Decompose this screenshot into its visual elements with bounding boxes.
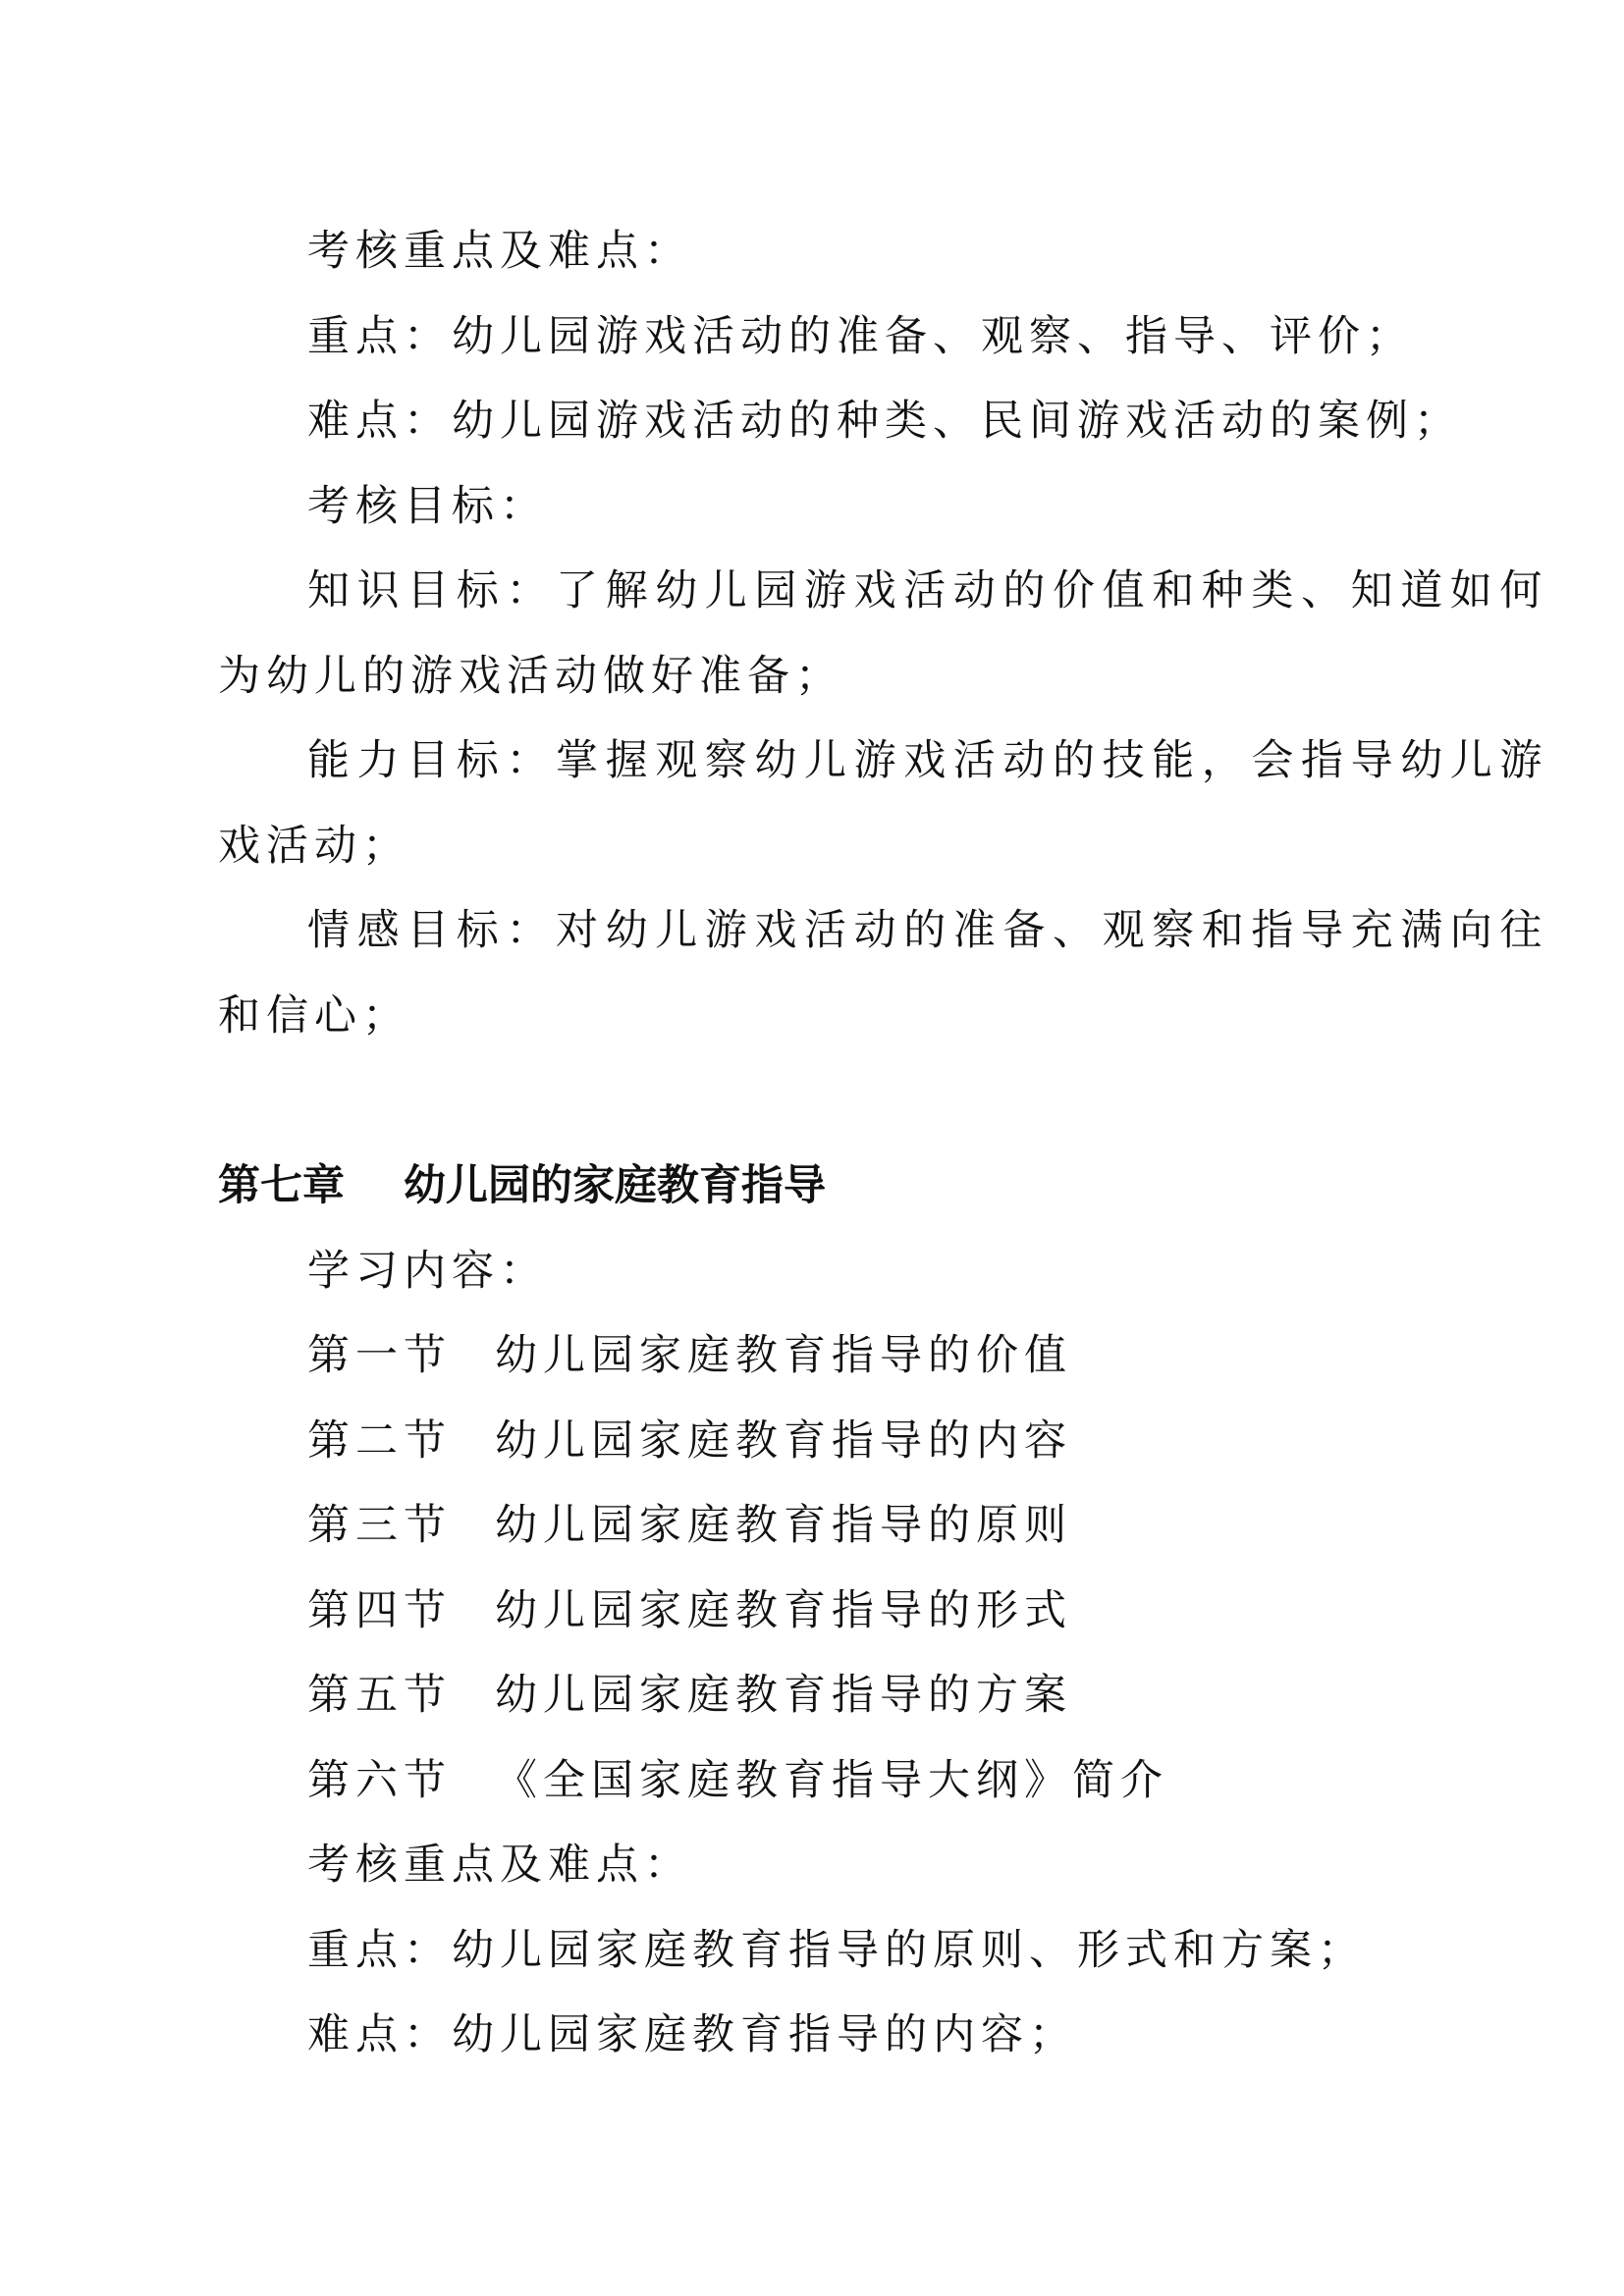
ability-goal-line-2: 戏活动； — [218, 822, 410, 871]
section-number: 第一节 — [307, 1331, 452, 1380]
chapter-difficulty-line: 难点：幼儿园家庭教育指导的内容； — [307, 2010, 1077, 2059]
exam-goal-heading: 考核目标： — [307, 482, 548, 531]
section-number: 第六节 — [307, 1756, 452, 1805]
section-item — [307, 1751, 1168, 1810]
section-item — [307, 1666, 1072, 1725]
chapter-key-point-line: 重点：幼儿园家庭教育指导的原则、形式和方案； — [307, 1926, 1366, 1975]
knowledge-goal-line-2: 为幼儿的游戏活动做好准备； — [218, 652, 843, 701]
section-number: 第五节 — [307, 1671, 452, 1720]
section-item — [307, 1412, 1072, 1470]
chapter-exam-heading: 考核重点及难点： — [307, 1841, 692, 1890]
section-title: 幼儿园家庭教育指导的方案 — [495, 1671, 1072, 1720]
difficulty-line: 难点：幼儿园游戏活动的种类、民间游戏活动的案例； — [307, 397, 1462, 446]
section-item — [307, 1326, 1072, 1385]
section-title: 幼儿园家庭教育指导的原则 — [495, 1501, 1072, 1550]
section-title: 幼儿园家庭教育指导的形式 — [495, 1586, 1072, 1635]
ability-goal-line-1: 能力目标：掌握观察幼儿游戏活动的技能，会指导幼儿游 — [307, 736, 1549, 785]
exam-focus-heading: 考核重点及难点： — [307, 227, 692, 276]
section-title: 《全国家庭教育指导大纲》简介 — [495, 1756, 1168, 1805]
section-title: 幼儿园家庭教育指导的内容 — [495, 1416, 1072, 1466]
knowledge-goal-line-1: 知识目标：了解幼儿园游戏活动的价值和种类、知道如何 — [307, 566, 1549, 615]
emotion-goal-line-2: 和信心； — [218, 991, 410, 1041]
section-number: 第二节 — [307, 1416, 452, 1466]
section-item — [307, 1581, 1072, 1640]
chapter-title: 幼儿园的家庭教育指导 — [404, 1161, 826, 1210]
section-title: 幼儿园家庭教育指导的价值 — [495, 1331, 1072, 1380]
key-point-line: 重点：幼儿园游戏活动的准备、观察、指导、评价； — [307, 312, 1414, 361]
emotion-goal-line-1: 情感目标：对幼儿游戏活动的准备、观察和指导充满向往 — [307, 906, 1549, 955]
learning-content-heading: 学习内容： — [307, 1247, 548, 1296]
chapter-heading — [218, 1156, 826, 1215]
section-number: 第四节 — [307, 1586, 452, 1635]
chapter-number: 第七章 — [218, 1161, 345, 1210]
section-number: 第三节 — [307, 1501, 452, 1550]
section-item — [307, 1496, 1072, 1555]
